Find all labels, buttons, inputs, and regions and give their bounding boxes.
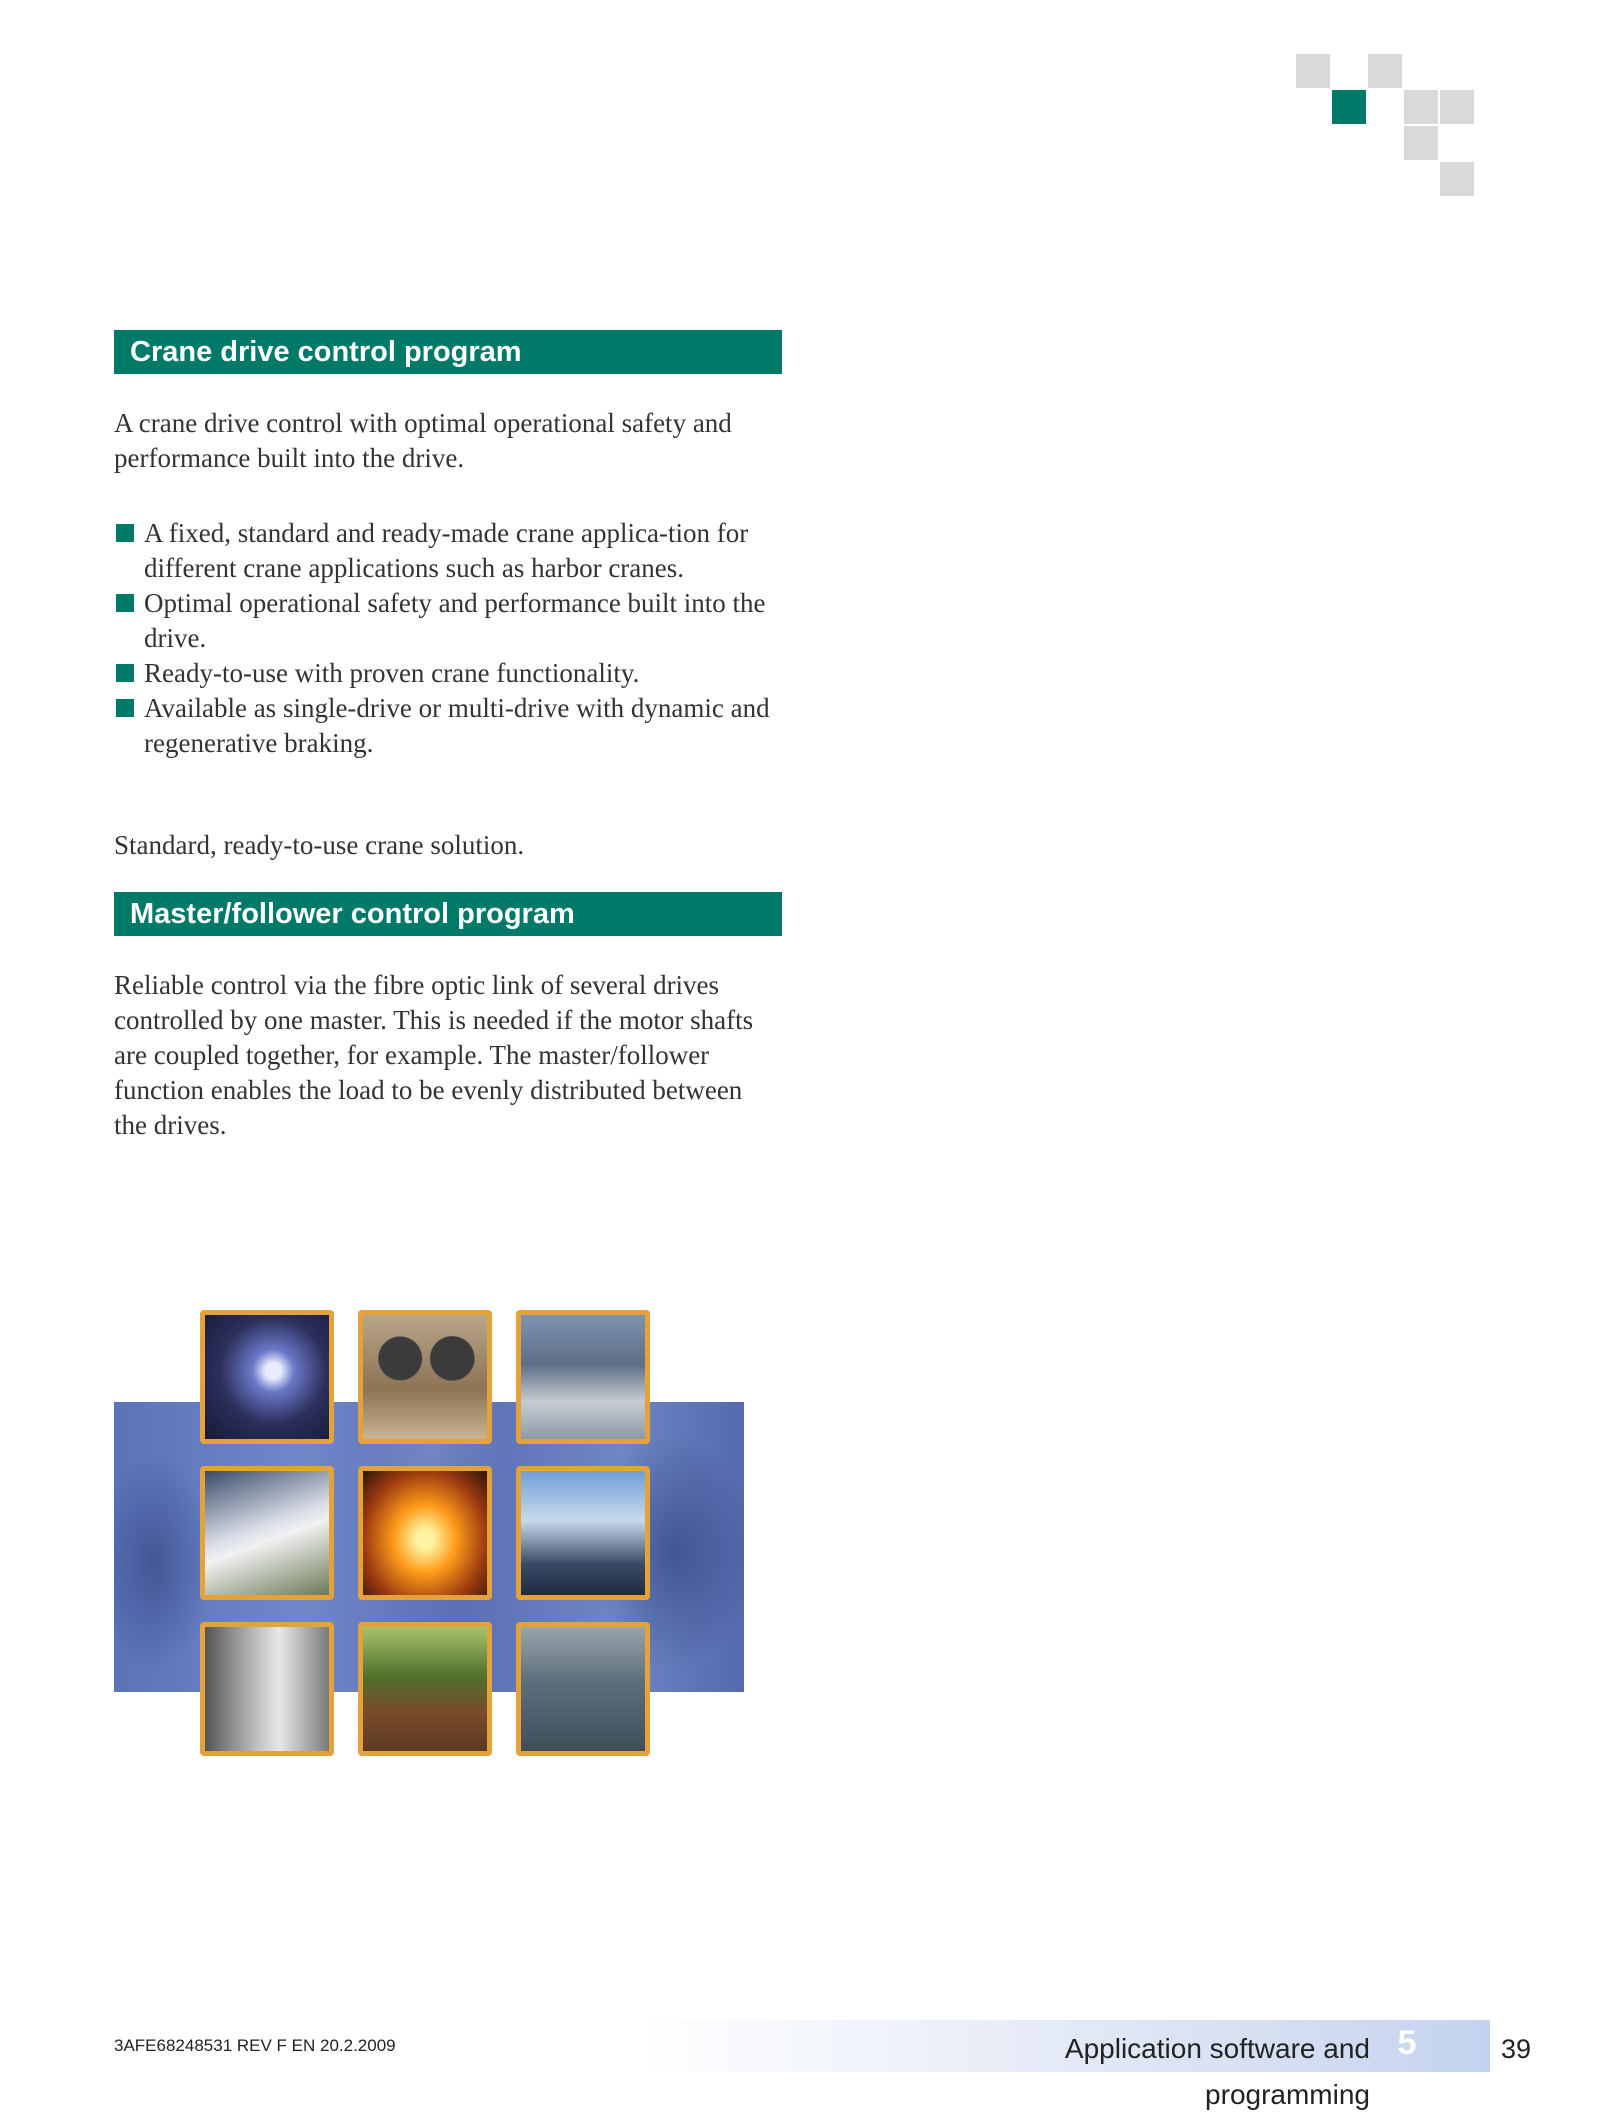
collage-photo-tile: [358, 1310, 492, 1444]
collage-photo-tile: [200, 1466, 334, 1600]
motif-square-accent: [1332, 90, 1366, 124]
collage-photo-tile: [516, 1310, 650, 1444]
document-code: 3AFE68248531 REV F EN 20.2.2009: [114, 2036, 396, 2055]
motif-square: [1404, 90, 1438, 124]
bullet-square-icon: [116, 699, 134, 717]
decorative-squares-motif: [1296, 54, 1486, 204]
chapter-number: 5: [1397, 2024, 1417, 2062]
motif-square: [1440, 162, 1474, 196]
list-item: [114, 656, 794, 691]
section-heading-master-follower: Master/follower control program: [114, 892, 782, 936]
collage-photo-tile: [358, 1466, 492, 1600]
bullet-square-icon: [116, 524, 134, 542]
list-item-text: Available as single-drive or multi-drive with dynamic and regenerative braking.: [144, 693, 770, 758]
chapter-title: Application software and programming: [1064, 2033, 1370, 2110]
bullet-square-icon: [116, 594, 134, 612]
list-item-text: Ready-to-use with proven crane functionality.: [144, 658, 640, 688]
motif-square: [1440, 90, 1474, 124]
list-item-text: Optimal operational safety and performance built into the drive.: [144, 588, 766, 653]
list-item: [114, 586, 794, 656]
collage-photo-tile: [200, 1310, 334, 1444]
master-follower-paragraph: Reliable control via the fibre optic link of several drives controlled by one master. This is needed if the motor shafts are coupled together, for example. The master/follower function enables the load to be evenly distributed between the drives.: [114, 970, 754, 1140]
industry-photo-collage: [114, 1310, 744, 1772]
motif-square: [1404, 126, 1438, 160]
motif-square: [1296, 54, 1330, 88]
collage-photo-tile: [516, 1466, 650, 1600]
collage-photo-tile: [200, 1622, 334, 1756]
section-heading-crane: Crane drive control program: [114, 330, 782, 374]
collage-photo-tile: [516, 1622, 650, 1756]
bullet-square-icon: [116, 664, 134, 682]
list-item-text: A fixed, standard and ready-made crane applica-tion for different crane applications such as harbor cranes.: [144, 518, 749, 583]
collage-photo-tile: [358, 1622, 492, 1756]
crane-feature-list: [114, 516, 794, 761]
motif-square: [1368, 54, 1402, 88]
page-number: 39: [1500, 2034, 1532, 2064]
crane-closing-paragraph: Standard, ready-to-use crane solution.: [114, 830, 525, 860]
crane-intro-paragraph: A crane drive control with optimal operational safety and performance built into the drive.: [114, 408, 732, 473]
list-item: [114, 516, 794, 586]
list-item: [114, 691, 794, 761]
